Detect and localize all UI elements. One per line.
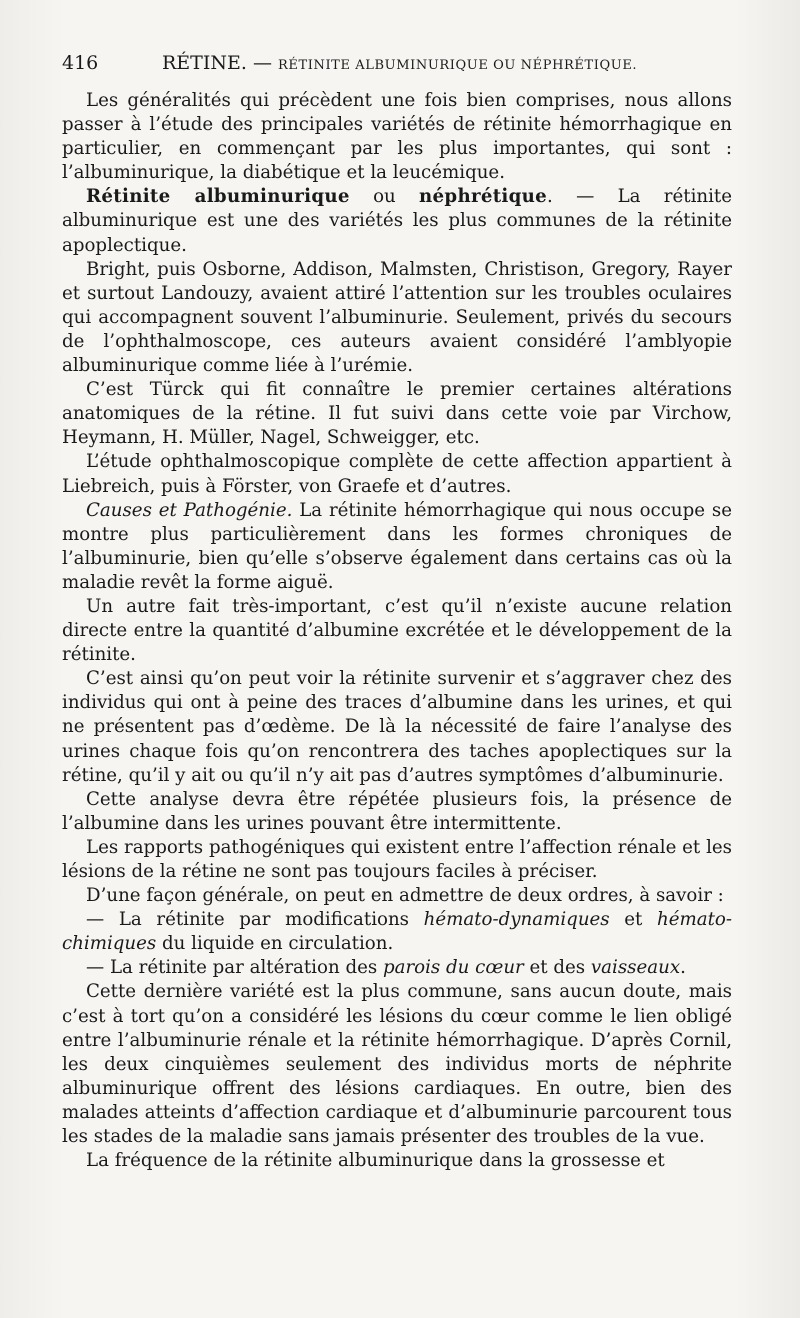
chapter-title: RÉTINE.: [162, 52, 247, 74]
paragraph: L’étude ophthalmoscopique complète de cette affection appartient à Liebreich, puis à Förster, von Graefe et d’autres.: [62, 451, 732, 497]
page-number: 416: [62, 52, 99, 74]
paragraph: Un autre fait très-important, c’est qu’il n’existe aucune relation directe entre la quantité d’albumine excrétée et le développement de la rétinite.: [62, 595, 732, 666]
list-item: — La rétinite par modifications hémato-dynamiques et hémato-chimiques du liquide en circulation.: [62, 909, 732, 955]
header-dash: —: [252, 52, 272, 74]
section-heading-paragraph: Rétinite albuminurique ou néphrétique. — La rétinite albuminurique est une des variétés les plus communes de la rétinite apoplectique.: [62, 186, 732, 256]
section-subtitle: RÉTINITE ALBUMINURIQUE OU NÉPHRÉTIQUE.: [277, 58, 638, 73]
paragraph: Cette analyse devra être répétée plusieurs fois, la présence de l’albumine dans les urines pouvant être intermittente.: [62, 788, 732, 834]
paragraph: Les généralités qui précèdent une fois bien comprises, nous allons passer à l’étude des principales variétés de rétinite hémorrhagique en particulier, en commençant par les plus importantes, qui sont : l’albuminurique, la diabétique et la leucémique.: [62, 90, 732, 184]
paragraph: C’est Türck qui fit connaître le premier certaines altérations anatomiques de la rétine. Il fut suivi dans cette voie par Virchow, Heymann, H. Müller, Nagel, Schweigger, etc.: [62, 379, 732, 449]
paragraph: D’une façon générale, on peut en admettre de deux ordres, à savoir :: [86, 885, 724, 907]
paragraph: Bright, puis Osborne, Addison, Malmsten, Christison, Gregory, Rayer et surtout Landouzy, avaient attiré l’attention sur les troubles oculaires qui accompagnent souvent l’albuminurie. Seulement, privés du secours de l’ophthalmoscope, ces auteurs avaient considéré l’amblyopie albuminurique comme liée à l’urémie.: [62, 258, 732, 377]
paragraph: C’est ainsi qu’on peut voir la rétinite survenir et s’aggraver chez des individus qui ont à peine des traces d’albumine dans les urines, et qui ne présentent pas d’œdème. De là la nécessité de faire l’analyse des urines chaque fois qu’on rencontrera des taches apoplectiques sur la rétine, qu’il y ait ou qu’il n’y ait pas d’autres symptômes d’albuminurie.: [62, 668, 732, 786]
body-text: [62, 89, 732, 1173]
list-item: — La rétinite par altération des parois du cœur et des vaisseaux.: [86, 957, 686, 979]
section-heading-alt: néphrétique: [419, 186, 548, 208]
subsection-paragraph: Causes et Pathogénie. La rétinite hémorrhagique qui nous occupe se montre plus particulièrement dans les formes chroniques de l’albuminurie, bien qu’elle s’observe également dans certains cas où la maladie revêt la forme aiguë.: [62, 499, 732, 593]
subsection-heading: Causes et Pathogénie.: [86, 499, 293, 521]
running-title: [162, 52, 637, 74]
running-header: [62, 52, 738, 84]
section-heading: Rétinite albuminurique: [86, 186, 350, 208]
paragraph: Les rapports pathogéniques qui existent entre l’affection rénale et les lésions de la rétine ne sont pas toujours faciles à préciser.: [62, 836, 732, 882]
paragraph: Cette dernière variété est la plus commune, sans aucun doute, mais c’est à tort qu’on a considéré les lésions du cœur comme le lien obligé entre l’albuminurie rénale et la rétinite hémorrhagique. D’après Cornil, les deux cinquièmes seulement des individus morts de néphrite albuminurique offrent des lésions cardiaques. En outre, bien des malades atteints d’affection cardiaque et d’albuminurie parcourent tous les stades de la maladie sans jamais présenter des troubles de la vue.: [62, 981, 732, 1148]
paragraph: La fréquence de la rétinite albuminurique dans la grossesse et: [86, 1150, 665, 1172]
